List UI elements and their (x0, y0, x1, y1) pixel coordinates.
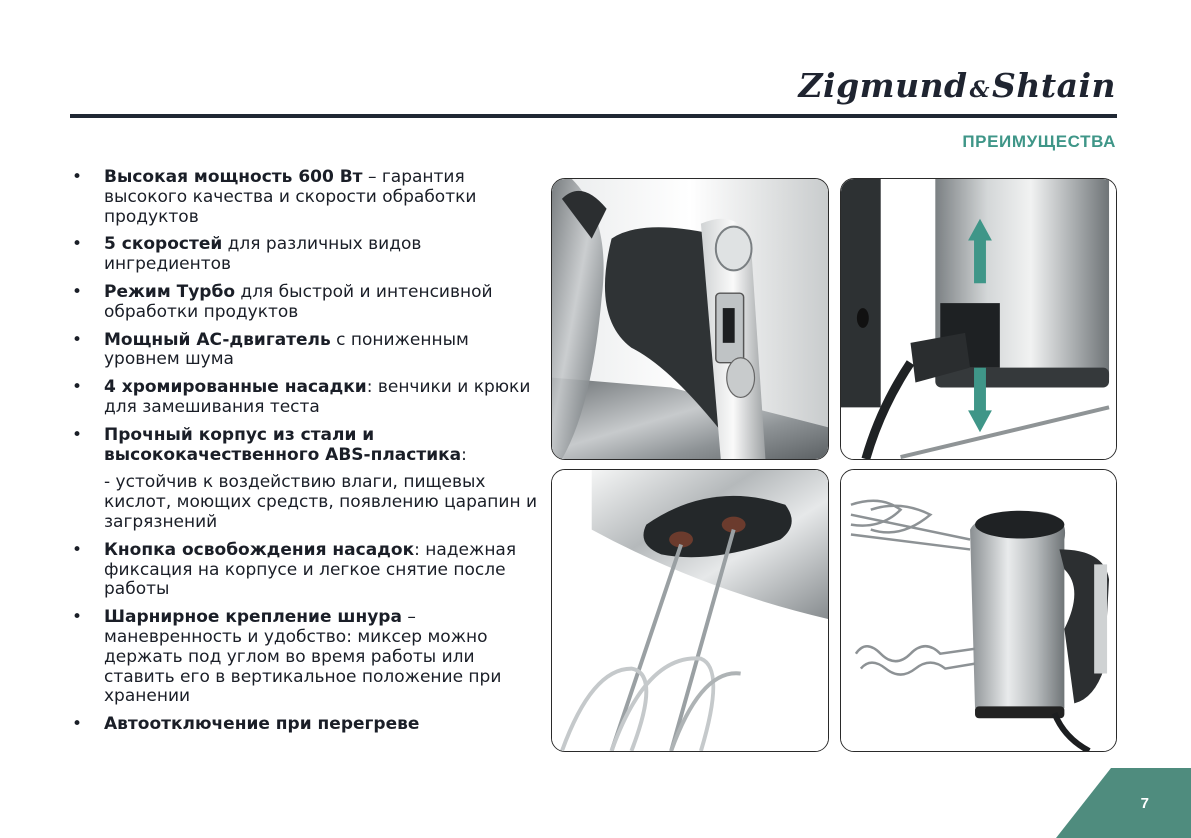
bullet-icon: • (72, 714, 83, 735)
feature-title: Шарнирное крепление шнура (104, 607, 402, 628)
photo-mixer-attachments (840, 469, 1117, 752)
feature-text: – гарантия высокого качества и скорости обработки продуктов (104, 167, 477, 227)
feature-item (70, 715, 540, 735)
feature-item (70, 331, 540, 371)
feature-text: : (461, 444, 467, 465)
feature-title: Автоотключение при перегреве (104, 714, 420, 735)
section-title: ПРЕИМУЩЕСТВА (962, 132, 1116, 151)
feature-item (70, 168, 540, 227)
feature-text: для быстрой и интенсивной обработки продуктов (104, 281, 493, 322)
brand-logo (798, 66, 1116, 105)
feature-item (70, 235, 540, 275)
feature-item (70, 283, 540, 323)
feature-list (70, 168, 540, 743)
mixer-icon (841, 470, 1116, 751)
brand-logo-part1: Zigmund (798, 66, 968, 105)
feature-text: : венчики и крюки для замешивания теста (104, 377, 531, 417)
bullet-icon: • (72, 167, 83, 187)
feature-title: Высокая мощность 600 Вт (104, 167, 363, 187)
feature-item (70, 608, 540, 707)
feature-item (70, 541, 540, 600)
feature-text: для различных видов ингредиентов (104, 234, 422, 275)
feature-text: с пониженным уровнем шума (104, 329, 469, 370)
bullet-icon: • (72, 377, 83, 398)
bullet-icon: • (72, 234, 83, 255)
feature-title: Мощный AC-двигатель (104, 329, 331, 350)
bullet-icon: • (72, 539, 83, 560)
feature-text: – маневренность и удобство: миксер можно держать под углом во время работы или ставить его в вертикальное положение при хранении (104, 607, 502, 707)
photo-speed-switch (551, 178, 829, 460)
mixer-handle-icon (552, 179, 828, 459)
feature-title: Кнопка освобождения насадок (104, 539, 415, 560)
page-corner-decoration (1056, 768, 1191, 838)
cord-hinge-icon (841, 179, 1116, 459)
feature-title: Прочный корпус из стали и высококачественного ABS-пластика (104, 424, 462, 465)
feature-item (70, 426, 540, 533)
header-divider (70, 114, 1117, 118)
photo-cord-hinge (840, 178, 1117, 460)
feature-subtext: - устойчив к воздействию влаги, пищевых кислот, моющих средств, появлению царапин и загрязнений (104, 472, 538, 532)
photo-beaters-release (551, 469, 829, 752)
brand-logo-ampersand: & (969, 77, 991, 103)
feature-title: Режим Турбо (104, 281, 236, 302)
feature-title: 5 скоростей (104, 234, 223, 255)
bullet-icon: • (72, 424, 83, 445)
page-number: 7 (1140, 795, 1149, 812)
bullet-icon: • (72, 281, 83, 302)
brand-logo-part2: Shtain (992, 66, 1116, 105)
feature-title: 4 хромированные насадки (104, 377, 367, 398)
bullet-icon: • (72, 607, 83, 628)
feature-item (70, 378, 540, 418)
beaters-icon (552, 470, 828, 751)
bullet-icon: • (72, 329, 83, 350)
feature-text: : надежная фиксация на корпусе и легкое снятие после работы (104, 539, 517, 600)
